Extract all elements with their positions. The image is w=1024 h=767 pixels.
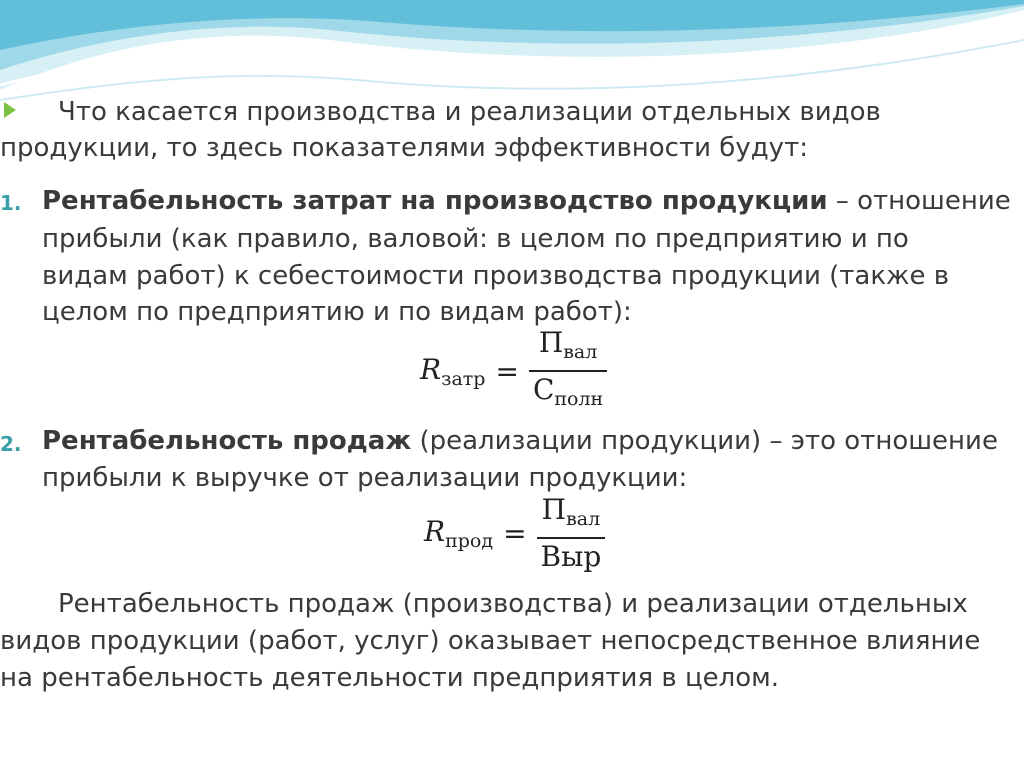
intro-line2: продукции, то здесь показателями эффективности будут: [0, 133, 808, 163]
formula2-fraction-bar [537, 537, 606, 539]
formula-sales-profitability [424, 495, 605, 572]
formula2-lhs: $R_{прод}$ [424, 515, 494, 552]
formula2-fraction [537, 495, 606, 572]
item2-bold: Рентабельность продаж [42, 426, 412, 456]
item1-line4: целом по предприятию и по видам работ): [42, 297, 632, 327]
item1-line1-rest: – отношение [827, 186, 1011, 216]
item1-line3: видам работ) к себестоимости производства продукции (также в [42, 261, 950, 291]
bullet-arrow-icon [4, 102, 16, 118]
formula1-lhs: $R_{затр}$ [420, 352, 486, 390]
conclusion-line2: видов продукции (работ, услуг) оказывает непосредственное влияние [0, 626, 981, 656]
item2-number: 2. [0, 432, 22, 456]
item2-line1 [42, 423, 998, 459]
formula2-numerator: $П_{вал}$ [541, 493, 601, 530]
formula1-fraction [529, 328, 607, 414]
formula1-denominator: $С_{полн}$ [532, 373, 604, 410]
item1-bold: Рентабельность затрат на производство продукции [42, 186, 828, 216]
conclusion-line3: на рентабельность деятельности предприятия в целом. [0, 663, 780, 693]
formula-cost-profitability [420, 328, 607, 414]
item2-line2: прибыли к выручке от реализации продукции: [42, 463, 688, 493]
conclusion-line1: Рентабельность продаж (производства) и реализации отдельных [58, 589, 968, 619]
item1-number: 1. [0, 191, 22, 215]
formula1-numerator: $П_{вал}$ [538, 326, 598, 363]
formula1-equals: = [495, 354, 519, 388]
intro-line1: Что касается производства и реализации отдельных видов [58, 97, 881, 127]
formula1-fraction-bar [529, 370, 607, 372]
formula2-equals: = [503, 517, 527, 550]
item1-line1 [42, 183, 1011, 219]
item2-line1-rest: (реализации продукции) – это отношение [411, 426, 998, 456]
formula2-denominator: Выр [540, 540, 602, 573]
item1-line2: прибыли (как правило, валовой: в целом по предприятию и по [42, 224, 909, 254]
